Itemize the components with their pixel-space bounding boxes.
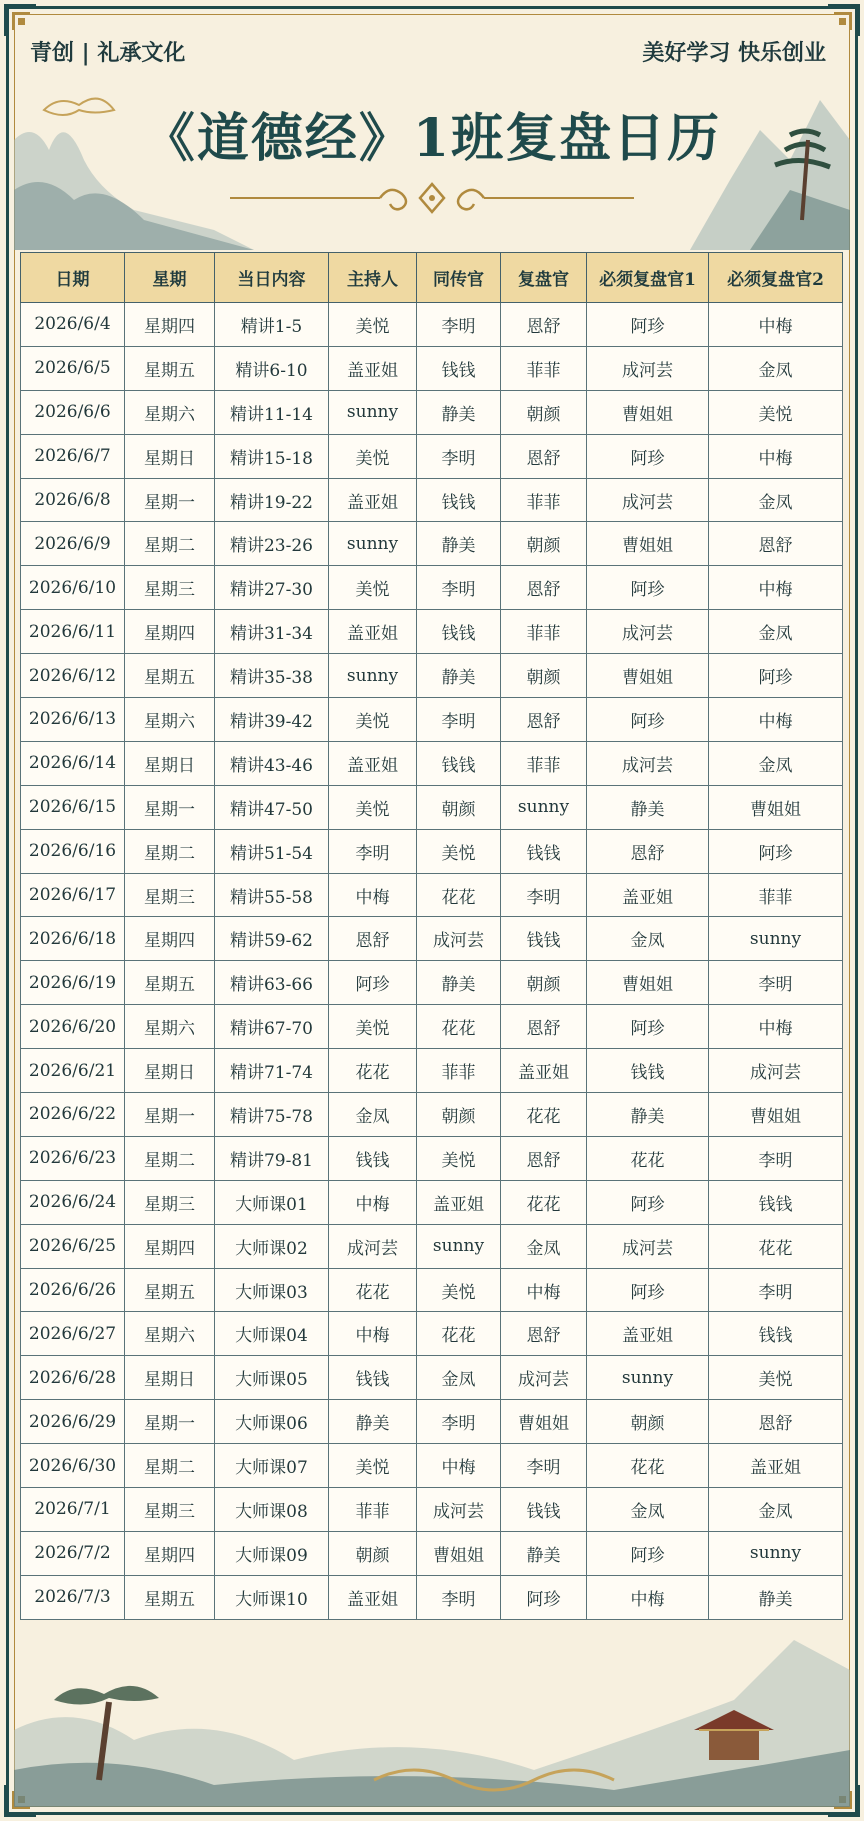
reviewer-cell: 李明 [501,873,587,917]
weekday-cell: 星期三 [125,1180,215,1224]
column-header-host: 主持人 [329,253,417,303]
required-reviewer-2-cell: 成河芸 [709,1049,843,1093]
content-cell: 精讲71-74 [215,1049,329,1093]
weekday-cell: 星期五 [125,654,215,698]
host-cell: 花花 [329,1049,417,1093]
required-reviewer-2-cell: 李明 [709,961,843,1005]
weekday-cell: 星期六 [125,1005,215,1049]
reviewer-cell: 静美 [501,1531,587,1575]
date-cell: 2026/6/25 [21,1224,125,1268]
required-reviewer-2-cell: 曹姐姐 [709,785,843,829]
required-reviewer-2-cell: 美悦 [709,390,843,434]
date-cell: 2026/6/6 [21,390,125,434]
required-reviewer-2-cell: 金凤 [709,610,843,654]
required-reviewer-2-cell: 美悦 [709,1356,843,1400]
content-cell: 精讲43-46 [215,741,329,785]
table-row [21,961,843,1005]
table-row [21,1531,843,1575]
content-cell: 大师课05 [215,1356,329,1400]
reviewer-cell: 中梅 [501,1268,587,1312]
corner-ornament-icon [4,4,38,38]
required-reviewer-1-cell: 曹姐姐 [587,654,709,698]
reviewer-cell: 菲菲 [501,741,587,785]
host-cell: 美悦 [329,566,417,610]
content-cell: 大师课07 [215,1444,329,1488]
content-cell: 大师课01 [215,1180,329,1224]
page-title: 《道德经》1班复盘日历 [142,108,722,169]
reviewer-cell: 朝颜 [501,654,587,698]
interpreter-cell: 花花 [417,1005,501,1049]
required-reviewer-2-cell: 钱钱 [709,1180,843,1224]
required-reviewer-2-cell: 李明 [709,1136,843,1180]
table-row [21,610,843,654]
reviewer-cell: 花花 [501,1093,587,1137]
table-body [21,303,843,1620]
column-header-content: 当日内容 [215,253,329,303]
host-cell: 菲菲 [329,1488,417,1532]
required-reviewer-1-cell: 阿珍 [587,566,709,610]
reviewer-cell: 恩舒 [501,698,587,742]
host-cell: sunny [329,654,417,698]
content-cell: 精讲67-70 [215,1005,329,1049]
content-cell: 大师课03 [215,1268,329,1312]
weekday-cell: 星期一 [125,1400,215,1444]
host-cell: 盖亚姐 [329,610,417,654]
reviewer-cell: 金凤 [501,1224,587,1268]
weekday-cell: 星期四 [125,303,215,347]
required-reviewer-1-cell: 恩舒 [587,829,709,873]
required-reviewer-2-cell: 金凤 [709,346,843,390]
required-reviewer-1-cell: 静美 [587,1093,709,1137]
host-cell: 静美 [329,1400,417,1444]
required-reviewer-1-cell: 花花 [587,1444,709,1488]
reviewer-cell: 朝颜 [501,390,587,434]
date-cell: 2026/6/21 [21,1049,125,1093]
content-cell: 精讲75-78 [215,1093,329,1137]
weekday-cell: 星期四 [125,1224,215,1268]
weekday-cell: 星期四 [125,610,215,654]
date-cell: 2026/6/15 [21,785,125,829]
reviewer-cell: 恩舒 [501,1136,587,1180]
interpreter-cell: 李明 [417,434,501,478]
required-reviewer-1-cell: 阿珍 [587,1005,709,1049]
content-cell: 精讲15-18 [215,434,329,478]
reviewer-cell: 菲菲 [501,610,587,654]
reviewer-cell: 成河芸 [501,1356,587,1400]
required-reviewer-2-cell: 金凤 [709,1488,843,1532]
date-cell: 2026/6/18 [21,917,125,961]
weekday-cell: 星期六 [125,1312,215,1356]
date-cell: 2026/7/3 [21,1575,125,1619]
date-cell: 2026/6/10 [21,566,125,610]
table-header-row [21,253,843,303]
required-reviewer-1-cell: 阿珍 [587,303,709,347]
interpreter-cell: 成河芸 [417,917,501,961]
interpreter-cell: 成河芸 [417,1488,501,1532]
weekday-cell: 星期日 [125,1356,215,1400]
host-cell: 美悦 [329,1444,417,1488]
column-header-weekday: 星期 [125,253,215,303]
required-reviewer-1-cell: 盖亚姐 [587,873,709,917]
interpreter-cell: 金凤 [417,1356,501,1400]
required-reviewer-1-cell: 盖亚姐 [587,1312,709,1356]
date-cell: 2026/6/26 [21,1268,125,1312]
interpreter-cell: 钱钱 [417,741,501,785]
reviewer-cell: 曹姐姐 [501,1400,587,1444]
weekday-cell: 星期日 [125,741,215,785]
date-cell: 2026/6/23 [21,1136,125,1180]
required-reviewer-2-cell: 李明 [709,1268,843,1312]
host-cell: 中梅 [329,1312,417,1356]
table-row [21,917,843,961]
reviewer-cell: 钱钱 [501,1488,587,1532]
required-reviewer-1-cell: 曹姐姐 [587,390,709,434]
interpreter-cell: 朝颜 [417,1093,501,1137]
host-cell: 朝颜 [329,1531,417,1575]
content-cell: 精讲35-38 [215,654,329,698]
content-cell: 精讲63-66 [215,961,329,1005]
weekday-cell: 星期日 [125,434,215,478]
table-row [21,785,843,829]
required-reviewer-1-cell: 静美 [587,785,709,829]
content-cell: 大师课08 [215,1488,329,1532]
date-cell: 2026/7/2 [21,1531,125,1575]
interpreter-cell: 静美 [417,654,501,698]
weekday-cell: 星期四 [125,917,215,961]
table-row [21,698,843,742]
reviewer-cell: sunny [501,785,587,829]
required-reviewer-1-cell: 钱钱 [587,1049,709,1093]
date-cell: 2026/6/22 [21,1093,125,1137]
schedule-table [20,252,843,1620]
content-cell: 精讲1-5 [215,303,329,347]
weekday-cell: 星期五 [125,961,215,1005]
reviewer-cell: 李明 [501,1444,587,1488]
weekday-cell: 星期一 [125,1093,215,1137]
column-header-date: 日期 [21,253,125,303]
date-cell: 2026/6/14 [21,741,125,785]
host-cell: sunny [329,390,417,434]
interpreter-cell: 李明 [417,698,501,742]
required-reviewer-2-cell: 花花 [709,1224,843,1268]
host-cell: 李明 [329,829,417,873]
required-reviewer-2-cell: sunny [709,1531,843,1575]
date-cell: 2026/6/19 [21,961,125,1005]
content-cell: 精讲19-22 [215,478,329,522]
interpreter-cell: 美悦 [417,829,501,873]
weekday-cell: 星期五 [125,1268,215,1312]
weekday-cell: 星期二 [125,1136,215,1180]
host-cell: 美悦 [329,303,417,347]
required-reviewer-2-cell: 菲菲 [709,873,843,917]
required-reviewer-2-cell: 钱钱 [709,1312,843,1356]
bottom-landscape-icon [14,1580,850,1807]
table-row [21,1136,843,1180]
interpreter-cell: 李明 [417,303,501,347]
date-cell: 2026/6/13 [21,698,125,742]
brand-right: 美好学习 快乐创业 [642,40,826,66]
interpreter-cell: 菲菲 [417,1049,501,1093]
required-reviewer-1-cell: 曹姐姐 [587,961,709,1005]
interpreter-cell: 钱钱 [417,610,501,654]
interpreter-cell: 李明 [417,566,501,610]
required-reviewer-2-cell: sunny [709,917,843,961]
date-cell: 2026/6/29 [21,1400,125,1444]
interpreter-cell: 钱钱 [417,346,501,390]
required-reviewer-2-cell: 金凤 [709,741,843,785]
reviewer-cell: 盖亚姐 [501,1049,587,1093]
table-row [21,873,843,917]
date-cell: 2026/6/7 [21,434,125,478]
table-row [21,1049,843,1093]
content-cell: 大师课09 [215,1531,329,1575]
host-cell: 美悦 [329,434,417,478]
content-cell: 精讲55-58 [215,873,329,917]
required-reviewer-2-cell: 金凤 [709,478,843,522]
content-cell: 精讲79-81 [215,1136,329,1180]
date-cell: 2026/6/4 [21,303,125,347]
content-cell: 大师课02 [215,1224,329,1268]
table-row [21,1005,843,1049]
table-row [21,654,843,698]
table-row [21,1093,843,1137]
date-cell: 2026/6/12 [21,654,125,698]
date-cell: 2026/6/27 [21,1312,125,1356]
table-row [21,829,843,873]
date-cell: 2026/6/17 [21,873,125,917]
required-reviewer-1-cell: 阿珍 [587,1180,709,1224]
host-cell: 中梅 [329,873,417,917]
interpreter-cell: 朝颜 [417,785,501,829]
required-reviewer-1-cell: 金凤 [587,1488,709,1532]
date-cell: 2026/6/11 [21,610,125,654]
column-header-required-reviewer-2: 必须复盘官2 [709,253,843,303]
reviewer-cell: 菲菲 [501,478,587,522]
weekday-cell: 星期四 [125,1531,215,1575]
required-reviewer-2-cell: 静美 [709,1575,843,1619]
table-row [21,1224,843,1268]
table-row [21,1444,843,1488]
required-reviewer-2-cell: 中梅 [709,566,843,610]
reviewer-cell: 恩舒 [501,434,587,478]
required-reviewer-2-cell: 恩舒 [709,522,843,566]
required-reviewer-1-cell: 朝颜 [587,1400,709,1444]
content-cell: 精讲59-62 [215,917,329,961]
reviewer-cell: 钱钱 [501,829,587,873]
required-reviewer-1-cell: sunny [587,1356,709,1400]
host-cell: 金凤 [329,1093,417,1137]
weekday-cell: 星期三 [125,1488,215,1532]
weekday-cell: 星期二 [125,1444,215,1488]
required-reviewer-1-cell: 中梅 [587,1575,709,1619]
interpreter-cell: 美悦 [417,1136,501,1180]
required-reviewer-1-cell: 阿珍 [587,698,709,742]
weekday-cell: 星期二 [125,829,215,873]
interpreter-cell: 李明 [417,1400,501,1444]
required-reviewer-2-cell: 恩舒 [709,1400,843,1444]
weekday-cell: 星期五 [125,346,215,390]
column-header-interpreter: 同传官 [417,253,501,303]
content-cell: 精讲39-42 [215,698,329,742]
interpreter-cell: 钱钱 [417,478,501,522]
weekday-cell: 星期一 [125,478,215,522]
content-cell: 精讲31-34 [215,610,329,654]
table-row [21,1180,843,1224]
content-cell: 精讲47-50 [215,785,329,829]
host-cell: 钱钱 [329,1356,417,1400]
weekday-cell: 星期一 [125,785,215,829]
table-row [21,566,843,610]
required-reviewer-2-cell: 中梅 [709,303,843,347]
interpreter-cell: 中梅 [417,1444,501,1488]
required-reviewer-1-cell: 阿珍 [587,1531,709,1575]
date-cell: 2026/6/5 [21,346,125,390]
required-reviewer-1-cell: 成河芸 [587,1224,709,1268]
host-cell: sunny [329,522,417,566]
content-cell: 大师课04 [215,1312,329,1356]
reviewer-cell: 恩舒 [501,566,587,610]
required-reviewer-1-cell: 成河芸 [587,610,709,654]
host-cell: 盖亚姐 [329,346,417,390]
date-cell: 2026/6/16 [21,829,125,873]
required-reviewer-2-cell: 阿珍 [709,654,843,698]
required-reviewer-1-cell: 花花 [587,1136,709,1180]
date-cell: 2026/6/24 [21,1180,125,1224]
required-reviewer-2-cell: 中梅 [709,434,843,478]
required-reviewer-2-cell: 中梅 [709,698,843,742]
reviewer-cell: 花花 [501,1180,587,1224]
reviewer-cell: 朝颜 [501,522,587,566]
interpreter-cell: 花花 [417,1312,501,1356]
interpreter-cell: 花花 [417,873,501,917]
table-row [21,1356,843,1400]
table-row [21,1268,843,1312]
date-cell: 2026/6/28 [21,1356,125,1400]
host-cell: 钱钱 [329,1136,417,1180]
table-row [21,434,843,478]
date-cell: 2026/7/1 [21,1488,125,1532]
content-cell: 精讲23-26 [215,522,329,566]
host-cell: 盖亚姐 [329,478,417,522]
required-reviewer-1-cell: 曹姐姐 [587,522,709,566]
table-row [21,478,843,522]
date-cell: 2026/6/30 [21,1444,125,1488]
interpreter-cell: 美悦 [417,1268,501,1312]
weekday-cell: 星期三 [125,873,215,917]
weekday-cell: 星期二 [125,522,215,566]
required-reviewer-1-cell: 成河芸 [587,478,709,522]
required-reviewer-1-cell: 成河芸 [587,741,709,785]
interpreter-cell: 静美 [417,961,501,1005]
host-cell: 阿珍 [329,961,417,1005]
required-reviewer-1-cell: 成河芸 [587,346,709,390]
reviewer-cell: 恩舒 [501,1005,587,1049]
table-row [21,741,843,785]
weekday-cell: 星期六 [125,698,215,742]
required-reviewer-1-cell: 阿珍 [587,1268,709,1312]
reviewer-cell: 钱钱 [501,917,587,961]
host-cell: 花花 [329,1268,417,1312]
interpreter-cell: 静美 [417,390,501,434]
reviewer-cell: 恩舒 [501,1312,587,1356]
interpreter-cell: 盖亚姐 [417,1180,501,1224]
table-row [21,1400,843,1444]
date-cell: 2026/6/9 [21,522,125,566]
required-reviewer-1-cell: 阿珍 [587,434,709,478]
interpreter-cell: sunny [417,1224,501,1268]
content-cell: 大师课10 [215,1575,329,1619]
reviewer-cell: 阿珍 [501,1575,587,1619]
date-cell: 2026/6/8 [21,478,125,522]
interpreter-cell: 李明 [417,1575,501,1619]
date-cell: 2026/6/20 [21,1005,125,1049]
weekday-cell: 星期六 [125,390,215,434]
required-reviewer-1-cell: 金凤 [587,917,709,961]
host-cell: 成河芸 [329,1224,417,1268]
content-cell: 精讲6-10 [215,346,329,390]
weekday-cell: 星期三 [125,566,215,610]
host-cell: 中梅 [329,1180,417,1224]
content-cell: 精讲27-30 [215,566,329,610]
column-header-required-reviewer-1: 必须复盘官1 [587,253,709,303]
required-reviewer-2-cell: 阿珍 [709,829,843,873]
interpreter-cell: 静美 [417,522,501,566]
weekday-cell: 星期日 [125,1049,215,1093]
reviewer-cell: 恩舒 [501,303,587,347]
interpreter-cell: 曹姐姐 [417,1531,501,1575]
column-header-reviewer: 复盘官 [501,253,587,303]
required-reviewer-2-cell: 中梅 [709,1005,843,1049]
host-cell: 恩舒 [329,917,417,961]
table-row [21,303,843,347]
host-cell: 美悦 [329,1005,417,1049]
host-cell: 美悦 [329,785,417,829]
table-row [21,1312,843,1356]
corner-ornament-icon [826,4,860,38]
cloud-divider-icon [230,178,634,218]
host-cell: 盖亚姐 [329,741,417,785]
reviewer-cell: 朝颜 [501,961,587,1005]
host-cell: 美悦 [329,698,417,742]
reviewer-cell: 菲菲 [501,346,587,390]
table-row [21,522,843,566]
content-cell: 大师课06 [215,1400,329,1444]
host-cell: 盖亚姐 [329,1575,417,1619]
table-row [21,346,843,390]
table-row [21,1488,843,1532]
table-row [21,390,843,434]
weekday-cell: 星期五 [125,1575,215,1619]
content-cell: 精讲11-14 [215,390,329,434]
required-reviewer-2-cell: 曹姐姐 [709,1093,843,1137]
required-reviewer-2-cell: 盖亚姐 [709,1444,843,1488]
brand-left: 青创 | 礼承文化 [30,40,186,66]
content-cell: 精讲51-54 [215,829,329,873]
